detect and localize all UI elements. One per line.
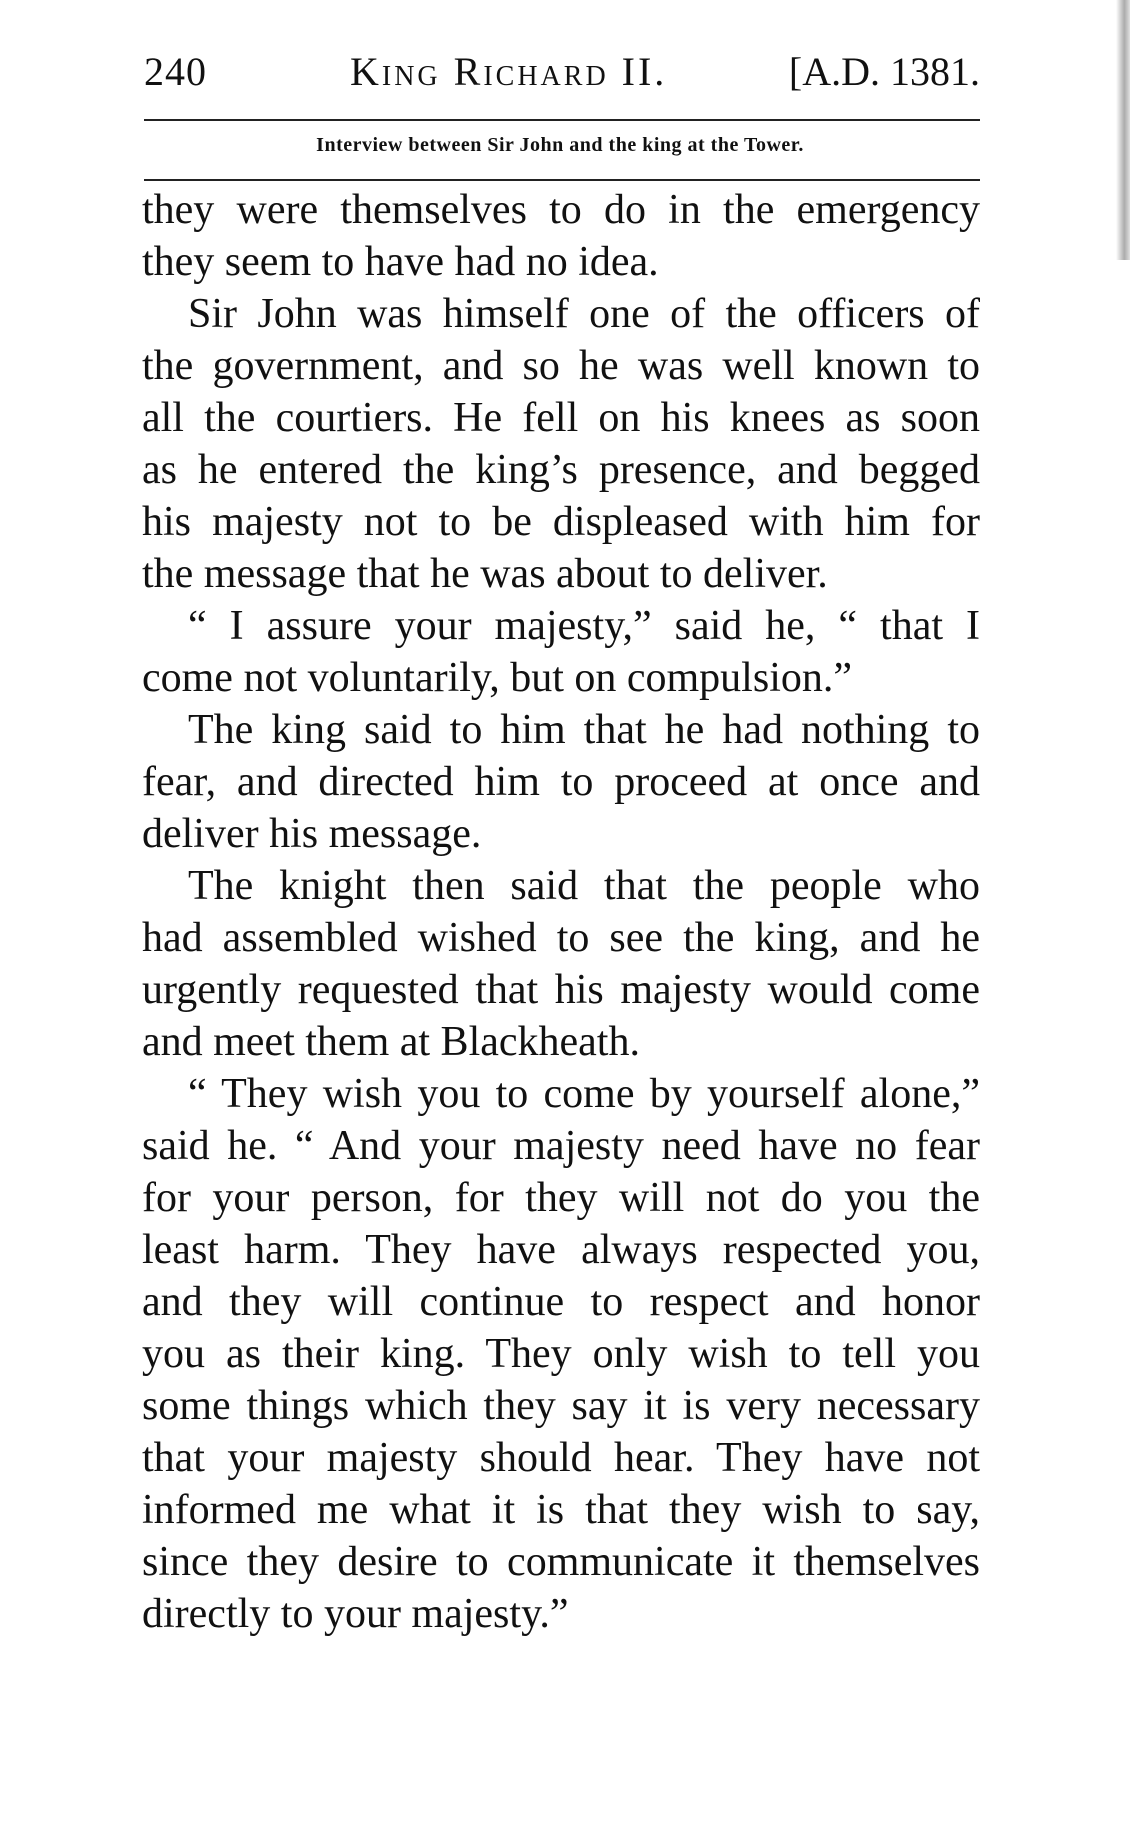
text-line: said he. “ And your majesty need have no fear [142,1123,980,1169]
page-subheading: Interview between Sir John and the king at the Tower. [316,134,804,156]
running-header [140,42,980,102]
text-line: Sir John was himself one of the officers of [188,291,980,337]
page-edge-shadow [1116,0,1130,260]
text-line: for your person, for they will not do you the [142,1175,980,1221]
text-line: had assembled wished to see the king, and he [142,915,980,961]
text-line: The knight then said that the people who [188,863,980,909]
header-rule-top [144,119,980,121]
text-line: directly to your majesty.” [142,1591,569,1637]
text-line: deliver his message. [142,811,482,857]
text-line: the government, and so he was well known to [142,343,980,389]
text-line: informed me what it is that they wish to say, [142,1487,980,1533]
text-line: urgently requested that his majesty would come [142,967,980,1013]
text-line: you as their king. They only wish to tell you [142,1331,980,1377]
text-line: fear, and directed him to proceed at once and [142,759,980,805]
header-date: [A.D. 1381. [788,49,980,94]
text-line: least harm. They have always respected you, [142,1227,980,1273]
text-line: they were themselves to do in the emergency [142,187,980,233]
text-line: and meet them at Blackheath. [142,1019,640,1065]
running-title: King Richard II. [350,49,668,94]
text-line: and they will continue to respect and honor [142,1279,980,1325]
header-rule-bottom [144,179,980,181]
text-line: some things which they say it is very necessary [142,1383,980,1429]
text-line: “ They wish you to come by yourself alone,” [188,1071,980,1117]
page-number: 240 [144,49,207,94]
text-line: The king said to him that he had nothing to [188,707,980,753]
text-line: come not voluntarily, but on compulsion.” [142,655,853,701]
text-line: “ I assure your majesty,” said he, “ that I [188,603,980,649]
text-line: the message that he was about to deliver. [142,551,828,597]
text-line: his majesty not to be displeased with him for [142,499,980,545]
text-line: that your majesty should hear. They have not [142,1435,980,1481]
text-line: all the courtiers. He fell on his knees as soon [142,395,980,441]
text-line: since they desire to communicate it themselves [142,1539,980,1585]
body-text [142,184,980,1640]
text-line: as he entered the king’s presence, and begged [142,447,980,493]
text-line: they seem to have had no idea. [142,239,659,285]
